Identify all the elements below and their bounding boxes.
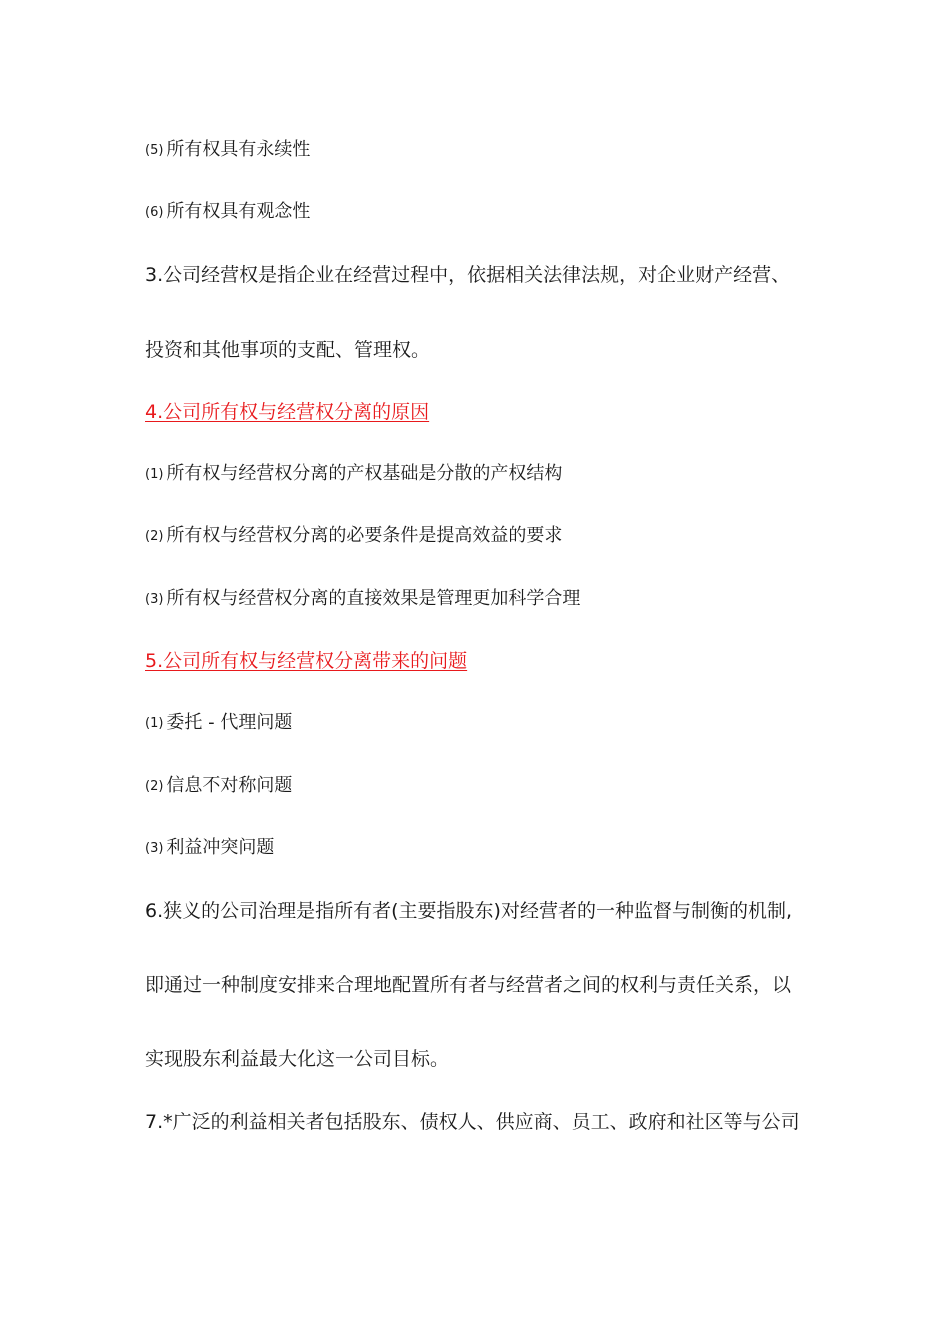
item-marker: (6) <box>145 205 164 220</box>
item-text: 所有权与经营权分离的必要条件是提高效益的要求 <box>166 525 563 546</box>
list-item-2 <box>145 774 292 799</box>
list-item-1 <box>145 711 292 736</box>
list-item-6 <box>145 200 310 225</box>
item-marker: (3) <box>145 841 164 856</box>
list-item-1 <box>145 462 562 487</box>
list-item-3 <box>145 587 580 612</box>
list-item-2 <box>145 524 562 549</box>
paragraph-7-line-1: 7.*广泛的利益相关者包括股东、债权人、供应商、员工、政府和社区等与公司 <box>145 1111 800 1133</box>
item-text: 所有权具有观念性 <box>166 201 311 222</box>
section-heading-4: 4.公司所有权与经营权分离的原因 <box>145 401 430 423</box>
list-item-3 <box>145 836 274 861</box>
paragraph-6-line-1: 6.狭义的公司治理是指所有者(主要指股东)对经营者的一种监督与制衡的机制, <box>145 900 792 922</box>
item-marker: (1) <box>145 467 164 482</box>
item-marker: (2) <box>145 529 164 544</box>
item-text: 利益冲突问题 <box>166 837 275 858</box>
list-item-5 <box>145 138 310 163</box>
item-text: 所有权具有永续性 <box>166 139 311 160</box>
section-heading-5: 5.公司所有权与经营权分离带来的问题 <box>145 650 468 672</box>
item-text: 所有权与经营权分离的直接效果是管理更加科学合理 <box>166 588 581 609</box>
paragraph-6-line-2: 即通过一种制度安排来合理地配置所有者与经营者之间的权利与责任关系，以 <box>145 974 792 996</box>
item-marker: (3) <box>145 592 164 607</box>
item-text: 所有权与经营权分离的产权基础是分散的产权结构 <box>166 463 563 484</box>
item-text: 信息不对称问题 <box>166 775 293 796</box>
paragraph-6-line-3: 实现股东利益最大化这一公司目标。 <box>145 1048 450 1070</box>
item-marker: (2) <box>145 779 164 794</box>
item-text: 委托 - 代理问题 <box>166 712 293 733</box>
paragraph-3-line-1: 3.公司经营权是指企业在经营过程中，依据相关法律法规，对企业财产经营、 <box>145 264 791 286</box>
paragraph-3-line-2: 投资和其他事项的支配、管理权。 <box>145 339 431 361</box>
item-marker: (1) <box>145 716 164 731</box>
item-marker: (5) <box>145 143 164 158</box>
